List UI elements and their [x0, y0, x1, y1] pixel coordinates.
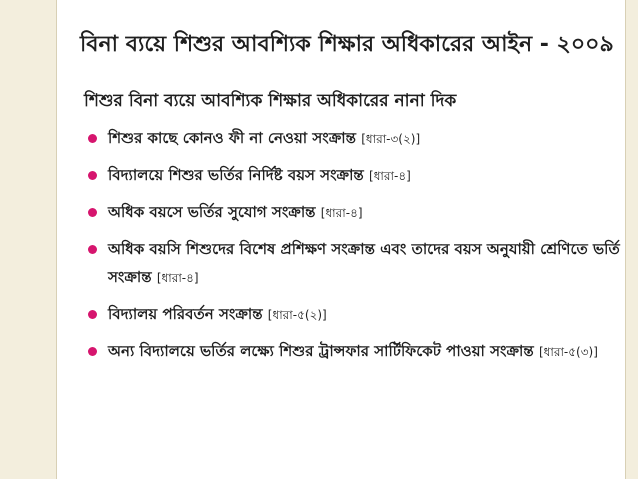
left-decorative-rail [0, 0, 57, 479]
list-item [84, 337, 624, 366]
bullet-dot-icon [88, 347, 97, 356]
right-decorative-rail [625, 0, 638, 479]
bullet-dot-icon [88, 171, 97, 180]
list-item-text: অধিক বয়সি শিশুদের বিশেষ প্রশিক্ষণ সংক্রান্ত এবং তাদের বয়স অনুযায়ী শ্রেণিতে ভর্তি সংক্রান্ত [108, 240, 620, 286]
bullet-dot-icon [88, 310, 97, 319]
section-reference: [ধারা-৪] [369, 169, 411, 183]
bullet-dot-icon [88, 134, 97, 143]
slide-subtitle: শিশুর বিনা ব্যয়ে আবশ্যিক শিক্ষার অধিকারের নানা দিক [84, 91, 457, 111]
section-reference: [ধারা-৩(২)] [361, 132, 421, 146]
list-item [84, 198, 624, 227]
list-item-text: শিশুর কাছে কোনও ফী না নেওয়া সংক্রান্ত [108, 129, 356, 147]
bullet-list [84, 124, 624, 374]
section-reference: [ধারা-৫(৩)] [538, 345, 598, 359]
section-reference: [ধারা-৪] [156, 271, 199, 285]
list-item [84, 161, 624, 190]
bullet-dot-icon [88, 208, 97, 217]
list-item-text: অধিক বয়সে ভর্তির সুযোগ সংক্রান্ত [108, 203, 316, 221]
slide-title: বিনা ব্যয়ে শিশুর আবশ্যিক শিক্ষার অধিকারের আইন - ২০০৯ [80, 32, 614, 57]
list-item [84, 235, 624, 292]
section-reference: [ধারা-৫(২)] [267, 308, 327, 322]
list-item [84, 124, 624, 153]
list-item-text: অন্য বিদ্যালয়ে ভর্তির লক্ষ্যে শিশুর ট্রান্সফার সার্টিফিকেট পাওয়া সংক্রান্ত [108, 342, 534, 360]
list-item-text: বিদ্যালয় পরিবর্তন সংক্রান্ত [108, 305, 263, 323]
section-reference: [ধারা-৪] [320, 206, 363, 220]
list-item [84, 300, 624, 329]
list-item-text: বিদ্যালয়ে শিশুর ভর্তির নির্দিষ্ট বয়স সংক্রান্ত [108, 166, 364, 184]
bullet-dot-icon [88, 245, 97, 254]
